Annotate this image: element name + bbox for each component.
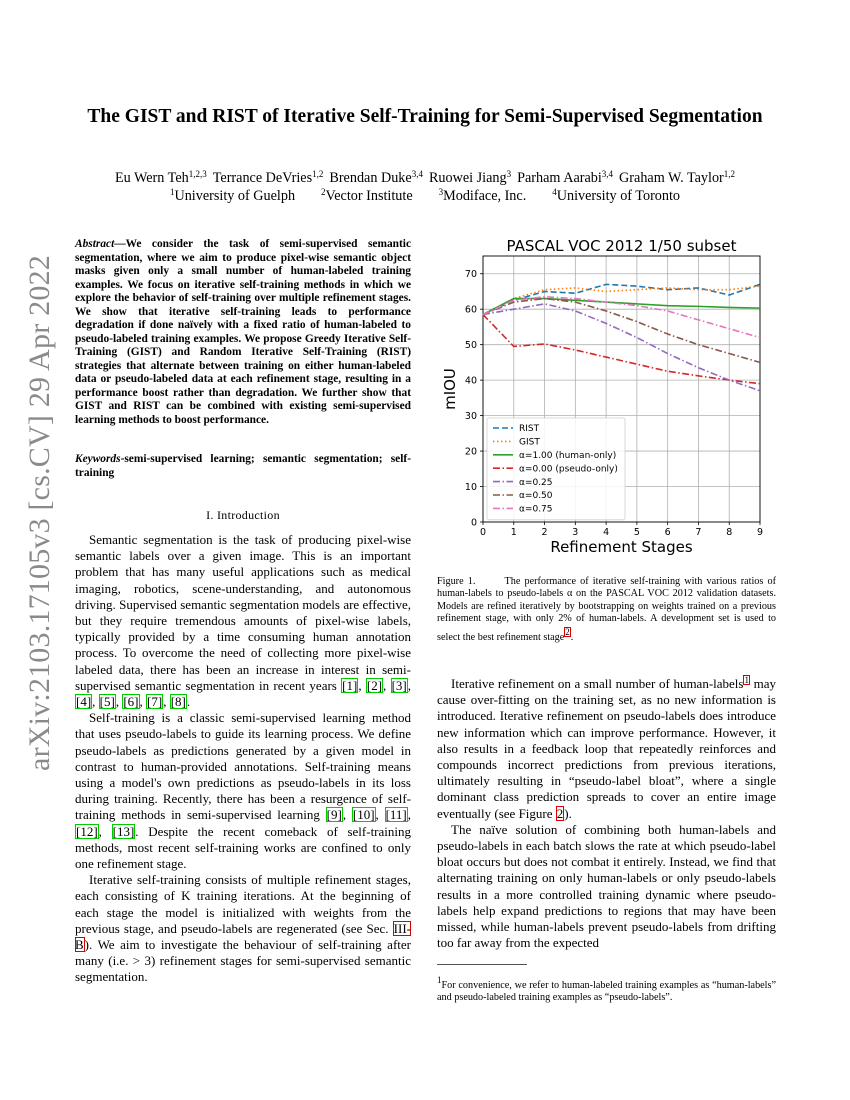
right-column-body	[437, 672, 776, 951]
figure-1-chart	[437, 232, 773, 562]
affiliation	[170, 187, 295, 205]
affiliation	[439, 187, 527, 205]
paragraph-text: Self-training is a classic semi-supervised learning method that uses pseudo-labels to guide its learning process. We define pseudo-labels as predictions generated by a given model in contrast to human-provided annotations. Self-training means using a model's own predictions as pseudo-labels in its loss during training. Recently, there has been a resurgence of self-training methods in semi-supervised learning	[75, 710, 411, 823]
figure-caption	[437, 576, 776, 644]
paragraph	[437, 822, 776, 952]
footnote-ref-link[interactable]: 1	[744, 675, 749, 685]
y-tick-label: 60	[464, 304, 477, 316]
citation-link[interactable]: [7]	[147, 694, 163, 710]
caption-end: .	[570, 631, 574, 643]
x-tick-label: 2	[541, 527, 548, 538]
affiliation-num: 4	[552, 187, 557, 197]
paragraph-text: ).	[564, 805, 572, 821]
x-tick-label: 9	[756, 527, 764, 538]
x-axis-label: Refinement Stages	[550, 538, 693, 556]
affiliation	[321, 187, 413, 205]
series-line-3	[483, 315, 760, 384]
legend-label: α=0.50	[519, 491, 553, 502]
citation-link[interactable]: [8]	[170, 694, 186, 710]
footnote	[437, 974, 776, 1005]
y-tick-label: 50	[464, 340, 477, 352]
y-tick-label: 0	[470, 517, 477, 529]
legend-label: α=1.00 (human-only)	[519, 451, 617, 461]
y-tick-label: 20	[464, 446, 477, 458]
author-list	[40, 169, 810, 187]
author-affil-sup: 1,2	[312, 169, 324, 179]
arxiv-id: arXiv:2103.17105v3 [cs.CV] 29 Apr 2022	[23, 255, 56, 771]
x-tick-label: 6	[664, 527, 671, 538]
introduction-body	[75, 532, 411, 986]
keywords: Keywords-semi-supervised learning; semantic segmentation; self-training	[75, 453, 411, 479]
y-axis-label: mIOU	[441, 368, 459, 410]
author-affil-sup: 1,2,3	[188, 169, 207, 179]
legend-label: α=0.00 (pseudo-only)	[519, 464, 618, 475]
author-name: Ruowei Jiang	[428, 170, 507, 186]
author-affil-sup: 3,4	[411, 169, 423, 179]
x-tick-label: 1	[510, 527, 517, 538]
author	[115, 169, 207, 187]
abstract: Abstract—We consider the task of semi-supervised semantic segmentation, where we aim to produce pixel-wise semantic object masks given only a small number of human-labeled training examples. We focus on iterative self-training methods in which we explore the behavior of self-training over multiple refinement stages. We show that iterative self-training leads to performance degradation if done naïvely with a fixed ratio of human-labeled to pseudo-labeled training examples. We propose Greedy Iterative Self-Training (GIST) and Random Iterative Self-Training (RIST) strategies that alternate between training on either human-labeled data or pseudo-labeled data at each refinement stage, resulting in a performance boost rather than degradation. We further show that GIST and RIST can be combined with existing semi-supervised learning methods to boost performance.	[75, 238, 411, 426]
citation-link[interactable]: [2]	[366, 677, 383, 693]
paper-title: The GIST and RIST of Iterative Self-Training for Semi-Supervised Segmentation	[87, 106, 763, 127]
footnote-text: For convenience, we refer to human-labeled training examples as “human-labels” and pseudo-labeled training examples as “pseudo-labels”.	[437, 980, 776, 1004]
citation-link[interactable]: [9]	[326, 807, 342, 823]
affiliation-num: 1	[169, 187, 175, 197]
citation-group: [1], [2], [3], [4], [5], [6], [7], [8]	[76, 677, 412, 710]
author	[213, 169, 324, 187]
author-name: Brendan Duke	[329, 170, 412, 186]
citation-link[interactable]: [5]	[99, 694, 115, 710]
affiliation-name: Modiface, Inc.	[443, 188, 527, 204]
x-tick-label: 0	[479, 527, 487, 538]
citation-group: [9], [10], [11], [12], [13]	[76, 807, 412, 839]
x-tick-label: 7	[695, 527, 702, 538]
footnote-number: 1	[437, 975, 442, 985]
abstract-label: Abstract	[75, 238, 115, 250]
x-tick-label: 4	[603, 527, 610, 538]
legend-label: α=0.75	[519, 504, 553, 515]
affiliation-name: University of Toronto	[556, 188, 681, 204]
affiliation-list	[40, 187, 810, 205]
author	[619, 169, 735, 187]
x-tick-label: 8	[726, 527, 733, 538]
author	[329, 169, 423, 187]
citation-link[interactable]: [10]	[352, 807, 375, 823]
citation-link[interactable]: [3]	[391, 677, 407, 693]
author	[429, 169, 511, 187]
author	[517, 169, 613, 187]
keywords-label: Keywords	[75, 453, 121, 465]
paragraph-text: The naïve solution of combining both human-labels and pseudo-labels in each batch slows the rate at which pseudo-label bloat occurs but does not combat it entirely. Instead, we find that alternating training on only human-labels or only pseudo-labels results in a more controlled training dynamic where pseudo-labels help expand predictions to regions that may have been missed, while human-labels prevent pseudo-labels from drifting too far away from the expected	[437, 821, 776, 951]
author-name: Eu Wern Teh	[114, 170, 189, 186]
paragraph	[75, 710, 411, 872]
citation-link[interactable]: [4]	[76, 694, 92, 710]
y-tick-label: 40	[464, 375, 477, 387]
author-name: Terrance DeVries	[212, 170, 313, 186]
legend-label: α=0.25	[519, 477, 553, 488]
paragraph-text: Iterative self-training consists of multiple refinement stages, each consisting of K training iterations. At the beginning of each stage the model is initialized with weights from the previous stage, and pseudo-labels are regenerated (see Sec.	[75, 872, 411, 936]
caption-text: The performance of iterative self-training with various ratios of human-labels to pseudo-labels α on the PASCAL VOC 2012 validation datasets. Models are refined iteratively by bootstrapping on weights trained on a previous refinement stage, with only 2% of human-labels. A development set is used to select the best refinement stage	[437, 576, 776, 643]
paragraph: Semantic segmentation is the task of producing pixel-wise semantic labels over a given image. This is an important problem that has many useful applications such as medical imaging, robotics, scene-understanding, and autonomous driving. Supervised semantic segmentation models are effective, but they require tremendous amounts of pixel-wise labels, typically provided by a time consuming human annotation process. To overcome the need of collecting more pixel-wise labeled data, there has been an increase in interest in semi-supervised semantic segmentation in recent years [1], [2], [3], [4], [5], [6], [7], [8].	[75, 532, 412, 710]
author-affil-sup: 3,4	[601, 169, 614, 179]
citation-link[interactable]: [6]	[123, 694, 139, 710]
citation-link[interactable]: [12]	[76, 823, 98, 839]
author-affil-sup: 1,2	[723, 169, 736, 179]
citation-link[interactable]: [13]	[112, 823, 135, 839]
arxiv-watermark	[16, 255, 64, 771]
paragraph-text: Iterative refinement on a small number of human-labels	[451, 676, 744, 691]
section-heading: I. Introduction	[206, 508, 280, 522]
y-tick-label: 30	[464, 411, 477, 423]
affiliation-num: 2	[321, 187, 326, 197]
x-tick-label: 3	[572, 527, 579, 538]
footnote-divider	[437, 964, 527, 965]
y-tick-label: 10	[464, 482, 477, 494]
paragraph-text: ). We aim to investigate the behaviour of self-training after many (i.e. > 3) refinement stages for semi-supervised semantic segmentation.	[75, 937, 411, 985]
series-line-4	[483, 304, 760, 391]
author-affil-sup: 3	[506, 169, 512, 179]
paragraph-text: may cause over-fitting on the training set, as no new information is introduced. Iterative refinement on pseudo-labels does introduce new information which can improve performance. However, it also results in a feedback loop that repeatedly reinforces and compounds incorrect predictions from previous iterations, ultimately resulting in “pseudo-label bloat”, where a single dominant class prediction spreads to cover an entire image eventually (see Figure	[437, 676, 776, 821]
paragraph-text: Semantic segmentation is the task of producing pixel-wise semantic labels over a given image. This is an important problem that has many useful applications such as medical imaging, robotics, scene-understanding, and autonomous driving. Supervised semantic segmentation models are effective, but they require tremendous amounts of pixel-wise labels, typically provided by a time consuming human annotation process. To overcome the need of collecting more pixel-wise labeled data, there has been an increase in interest in semi-supervised semantic segmentation in recent years	[75, 532, 411, 693]
author-name: Parham Aarabi	[517, 170, 602, 186]
citation-link[interactable]: [11]	[385, 807, 407, 823]
figure-ref-link[interactable]: 2	[556, 805, 564, 821]
citation-link[interactable]: [1]	[342, 677, 358, 693]
abstract-text: We consider the task of semi-supervised semantic segmentation, where we aim to produce pixel-wise semantic object masks given only a small number of human-labeled training examples. We focus on iterative self-training methods in which we explore the behavior of self-training over multiple refinement stages. We show that iterative self-training leads to performance degradation if done naïvely with a fixed ratio of human-labeled to pseudo-labeled training examples. We propose Greedy Iterative Self-Training (GIST) and Random Iterative Self-Training (RIST) strategies that alternate between training on either human-labeled data or pseudo-labeled data at each refinement stage, resulting in a performance boost rather than degradation. We further show that GIST and RIST can be combined with existing semi-supervised learning methods to boost performance.	[75, 238, 411, 426]
affiliation-name: Vector Institute	[325, 188, 413, 204]
paragraph	[437, 672, 776, 822]
paragraph	[75, 872, 411, 985]
y-tick-label: 70	[464, 269, 477, 281]
legend-label: RIST	[519, 424, 540, 435]
author-name: Graham W. Taylor	[619, 170, 724, 186]
caption-label: Figure 1.	[437, 576, 476, 587]
section-ref-link[interactable]: III-B	[75, 920, 411, 953]
chart-title: PASCAL VOC 2012 1/50 subset	[506, 237, 737, 255]
affiliation-num: 3	[438, 187, 444, 197]
paragraph-text: . Despite the recent comeback of self-training methods, most recent self-training works are confined to only one refinement stage.	[75, 823, 412, 872]
footnote-ref-link[interactable]: 2	[565, 626, 570, 637]
affiliation	[552, 187, 680, 205]
affiliation-name: University of Guelph	[174, 188, 296, 204]
x-tick-label: 5	[633, 527, 640, 538]
keywords-text: semi-supervised learning; semantic segmentation; self-training	[75, 453, 411, 479]
legend-label: GIST	[519, 437, 540, 448]
